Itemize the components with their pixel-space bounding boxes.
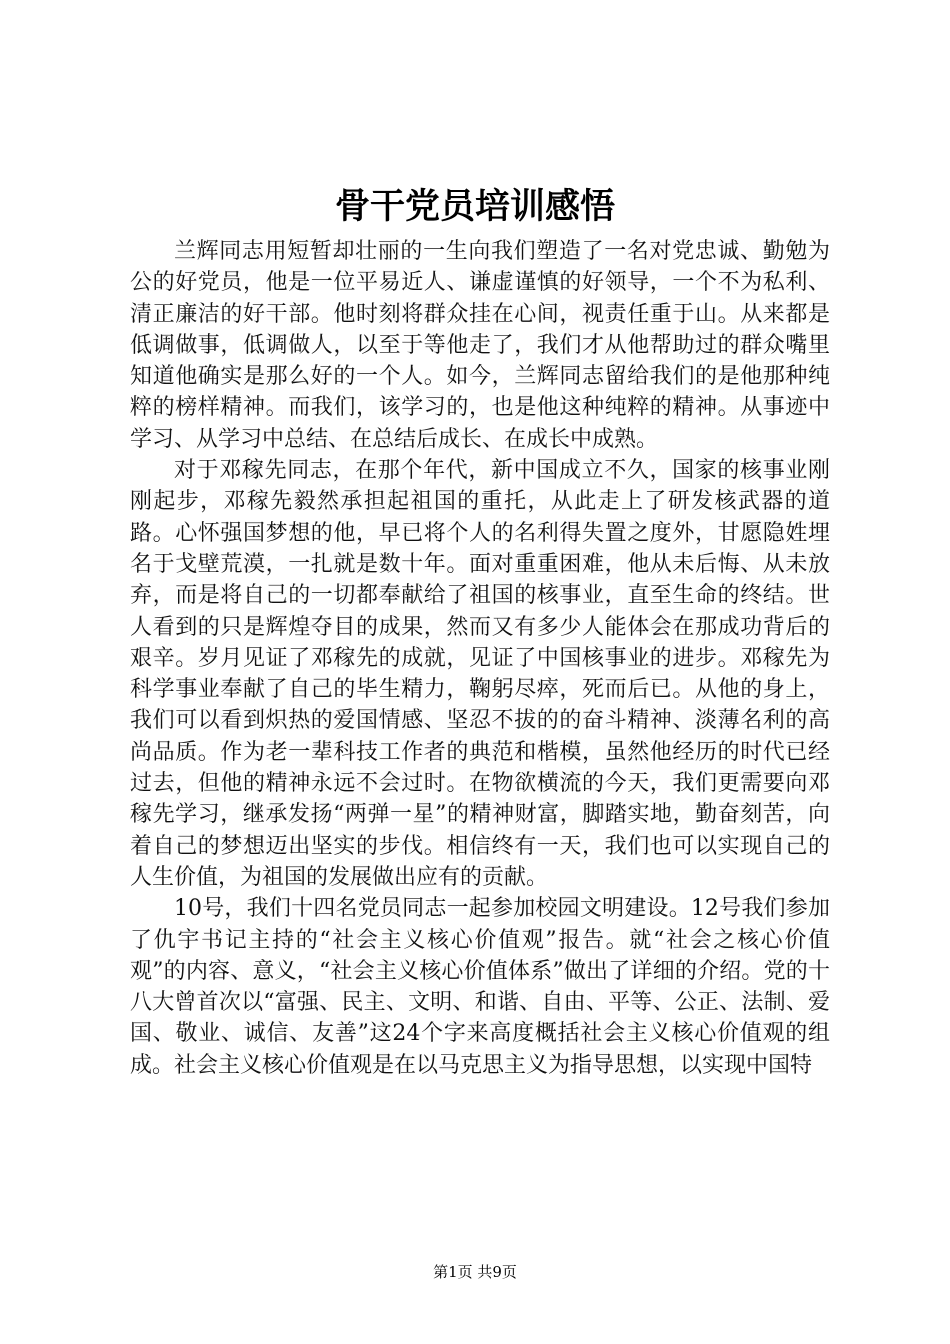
paragraph-deng-jiaxian: 对于邓稼先同志，在那个年代，新中国成立不久，国家的核事业刚刚起步，邓稼先毅然承担起祖国的重托，从此走上了研发核武器的道路。心怀强国梦想的他，早已将个人的名利得失置之度外，甘愿隐姓埋名于戈壁荒漠，一扎就是数十年。面对重重困难，他从未后悔、从未放弃，而是将自己的一切都奉献给了祖国的核事业，直至生命的终结。世人看到的只是辉煌夺目的成果，然而又有多少人能体会在那成功背后的艰辛。岁月见证了邓稼先的成就，见证了中国核事业的进步。邓稼先为科学事业奉献了自己的毕生精力，鞠躬尽瘁，死而后已。从他的身上，我们可以看到炽热的爱国情感、坚忍不拔的的奋斗精神、淡薄名利的高尚品质。作为老一辈科技工作者的典范和楷模，虽然他经历的时代已经过去，但他的精神永远不会过时。在物欲横流的今天，我们更需要向邓稼先学习，继承发扬“两弹一星”的精神财富，脚踏实地，勤奋刻苦，向着自己的梦想迈出坚实的步伐。相信终有一天，我们也可以实现自己的人生价值，为祖国的发展做出应有的贡献。 <box>130 458 830 890</box>
paragraph-lan-hui: 兰辉同志用短暂却壮丽的一生向我们塑造了一名对党忠诚、勤勉为公的好党员，他是一位平易近人、谦虚谨慎的好领导，一个不为私利、清正廉洁的好干部。他时刻将群众挂在心间，视责任重于山。从来都是低调做事，低调做人，以至于等他走了，我们才从他帮助过的群众嘴里知道他确实是那么好的一个人。如今，兰辉同志留给我们的是他那种纯粹的榜样精神。而我们，该学习的，也是他这种纯粹的精神。从事迹中学习、从学习中总结、在总结后成长、在成长中成熟。 <box>130 239 830 452</box>
page-footer: 第1页 共9页 <box>433 1263 517 1281</box>
paragraph-core-values: 10号，我们十四名党员同志一起参加校园文明建设。12号我们参加了仇宇书记主持的“社会主义核心价值观”报告。就“社会之核心价值观”的内容、意义，“社会主义核心价值体系”做出了详细的介绍。党的十八大曾首次以“富强、民主、文明、和谐、自由、平等、公正、法制、爱国、敬业、诚信、友善”这24个字来高度概括社会主义核心价值观的组成。社会主义核心价值观是在以马克思主义为指导思想，以实现中国特 <box>130 896 830 1078</box>
document-title: 骨干党员培训感悟 <box>334 186 615 227</box>
document-body <box>130 236 830 1081</box>
